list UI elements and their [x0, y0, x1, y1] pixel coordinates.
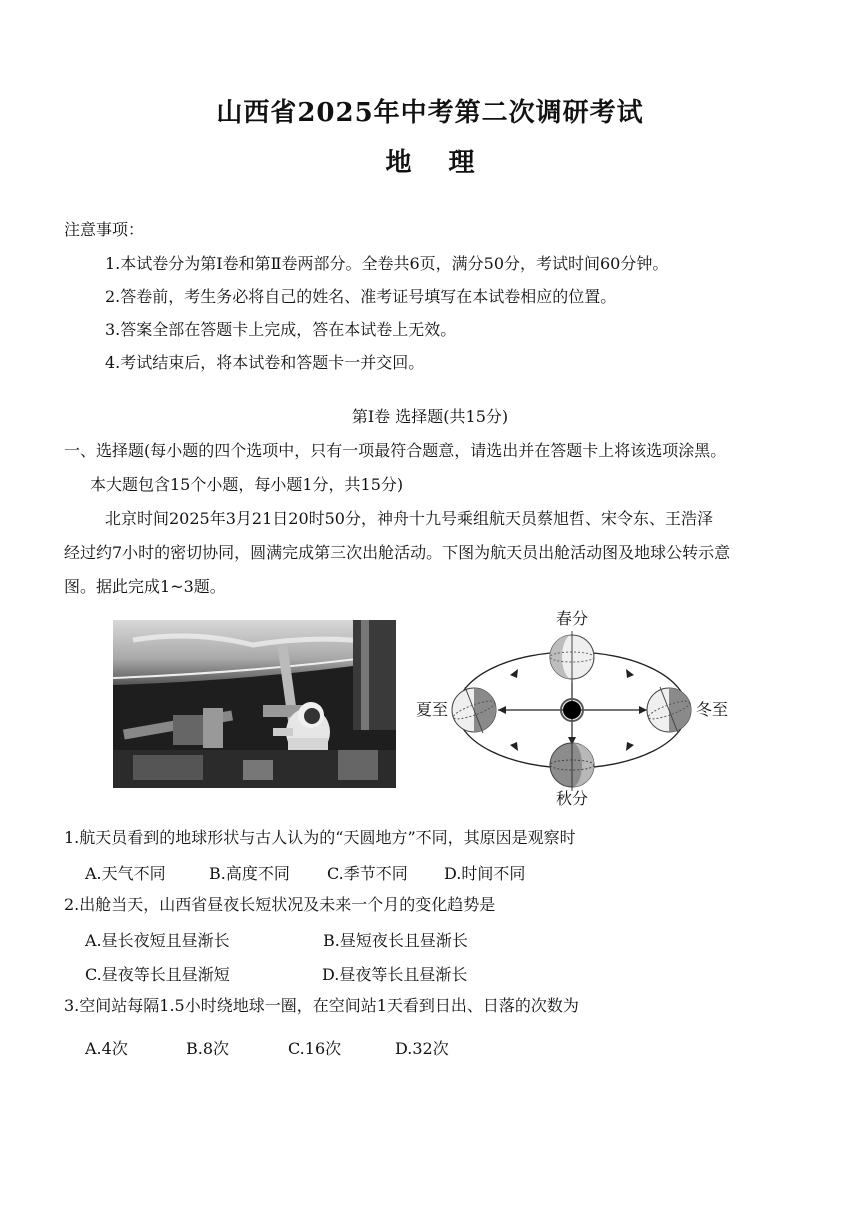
notice-item: 2.答卷前，考生务必将自己的姓名、准考证号填写在本试卷相应的位置。	[105, 287, 617, 306]
passage-line: 图。据此完成1~3题。	[64, 577, 226, 596]
passage-line: 经过约7小时的密切协同，圆满完成第三次出舱活动。下图为航天员出舱活动图及地球公转示意	[64, 543, 731, 562]
earth-spring-globe	[550, 631, 594, 683]
earth-revolution-diagram	[410, 605, 740, 810]
notice-item: 1.本试卷分为第Ⅰ卷和第Ⅱ卷两部分。全卷共6页，满分50分，考试时间60分钟。	[105, 254, 669, 273]
exam-title: 山西省2025年中考第二次调研考试	[216, 98, 644, 128]
earth-summer-globe	[452, 687, 497, 733]
earth-winter-globe	[647, 687, 692, 733]
astronaut-eva-photo	[113, 620, 396, 788]
label-summer-solstice: 夏至	[416, 700, 449, 719]
question-option: B.昼短夜长且昼渐长	[323, 931, 468, 950]
question-stem: 2.出舱当天，山西省昼夜长短状况及未来一个月的变化趋势是	[64, 895, 496, 914]
label-autumn-equinox: 秋分	[556, 789, 589, 808]
question-option: D.32次	[395, 1039, 449, 1058]
notice-heading: 注意事项：	[64, 220, 145, 239]
question-stem: 3.空间站每隔1.5小时绕地球一圈，在空间站1天看到日出、日落的次数为	[64, 996, 579, 1015]
passage-line: 北京时间2025年3月21日20时50分，神舟十九号乘组航天员蔡旭哲、宋令东、王浩泽	[105, 509, 713, 528]
label-spring-equinox: 春分	[556, 609, 589, 628]
question-option: D.昼夜等长且昼渐长	[322, 965, 468, 984]
question-option: C.16次	[288, 1039, 342, 1058]
earth-autumn-globe	[550, 739, 594, 791]
label-winter-solstice: 冬至	[696, 700, 729, 719]
question-option: B.8次	[186, 1039, 230, 1058]
question-option: D.时间不同	[444, 864, 526, 883]
subject-title: 地 理	[385, 148, 489, 178]
section-heading: 第Ⅰ卷 选择题(共15分)	[351, 407, 509, 426]
notice-item: 4.考试结束后，将本试卷和答题卡一并交回。	[105, 353, 425, 372]
notice-item: 3.答案全部在答题卡上完成，答在本试卷上无效。	[105, 320, 457, 339]
question-option: C.昼夜等长且昼渐短	[85, 965, 230, 984]
section-instruction: 一、选择题(每小题的四个选项中，只有一项最符合题意，请选出并在答题卡上将该选项涂黑。	[64, 441, 727, 460]
question-option: C.季节不同	[327, 864, 408, 883]
question-stem: 1.航天员看到的地球形状与古人认为的“天圆地方”不同，其原因是观察时	[64, 828, 576, 847]
question-option: A.昼长夜短且昼渐长	[85, 931, 230, 950]
question-option: A.4次	[85, 1039, 128, 1058]
question-option: A.天气不同	[85, 864, 166, 883]
question-option: B.高度不同	[209, 864, 290, 883]
section-instruction: 本大题包含15个小题，每小题1分，共15分)	[90, 475, 404, 494]
